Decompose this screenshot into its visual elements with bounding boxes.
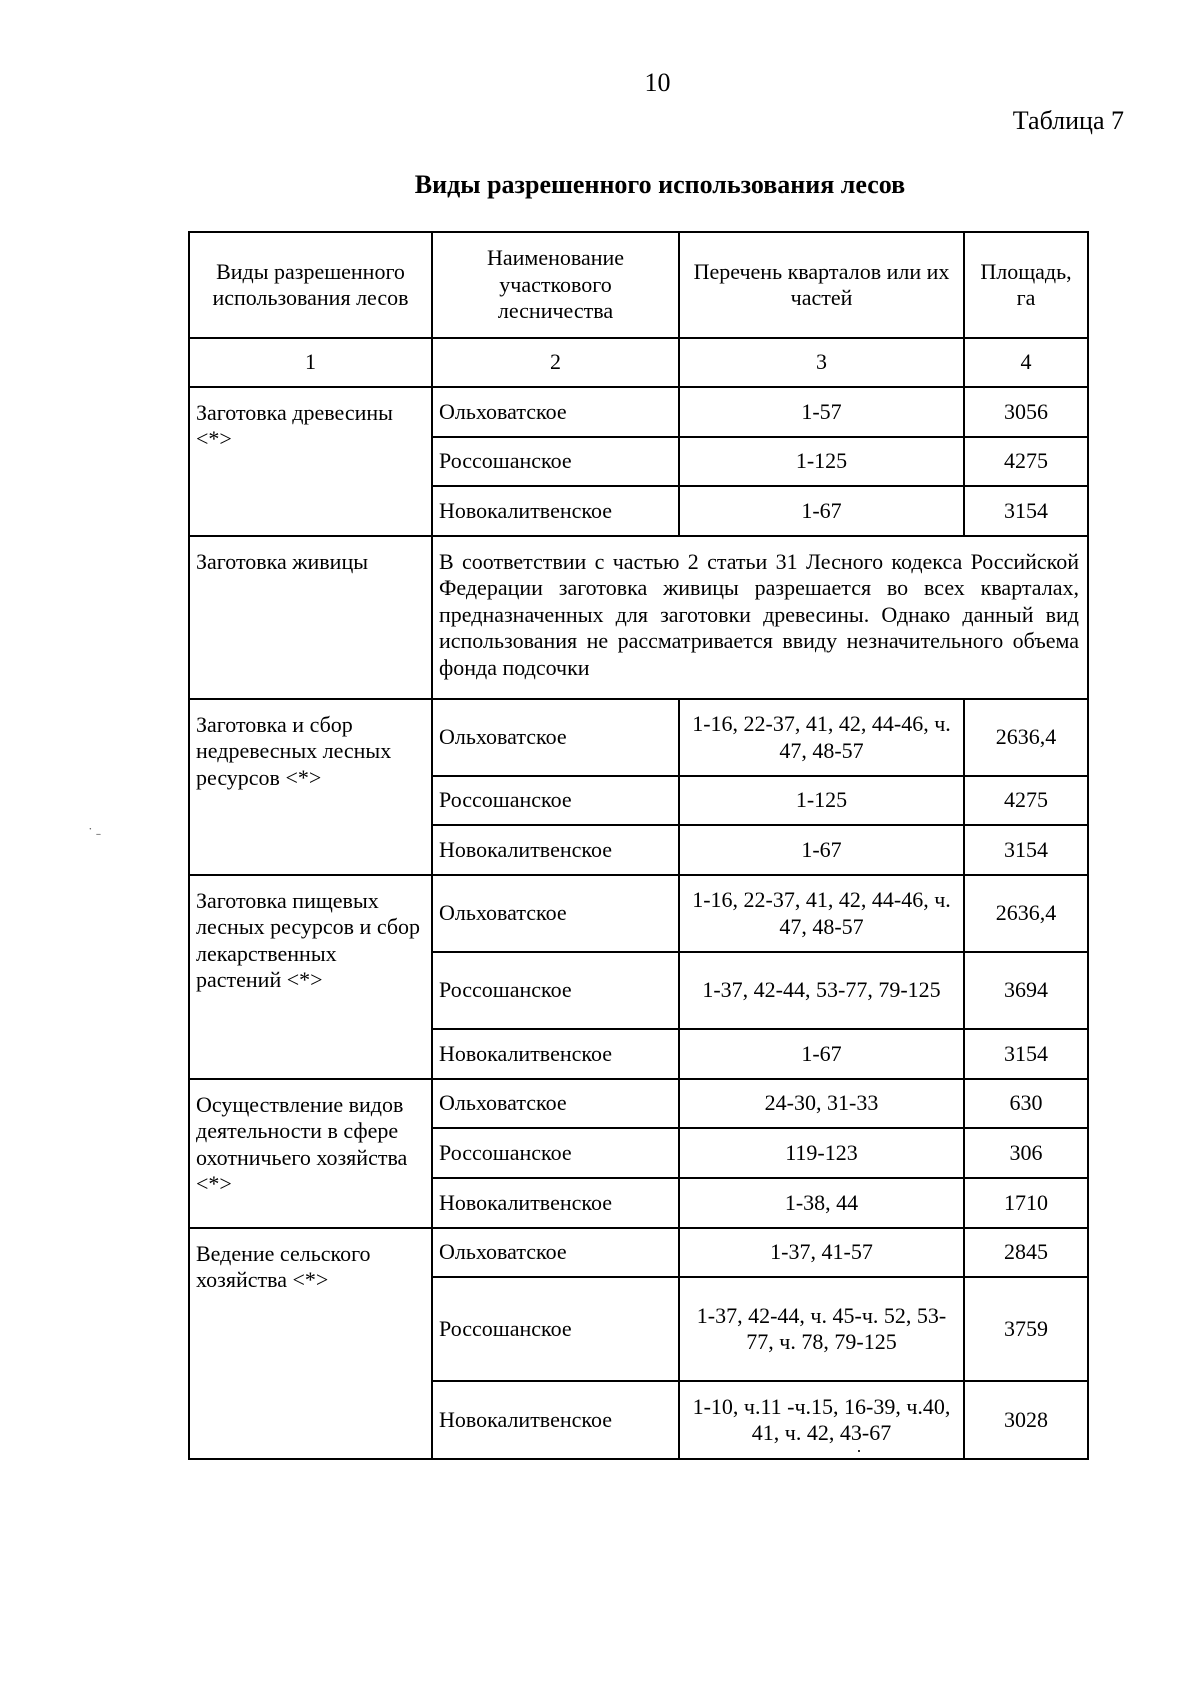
column-number: 2	[432, 338, 679, 387]
use-type-cell: Заготовка пищевых лесных ресурсов и сбор лекарственных растений <*>	[189, 875, 432, 1079]
quarters-cell: 1-125	[679, 776, 964, 825]
use-type-cell: Ведение сельского хозяйства <*>	[189, 1228, 432, 1459]
note-cell: В соответствии с частью 2 статьи 31 Лесного кодекса Российской Федерации заготовка живицы разрешается во всех кварталах, предназначенных для заготовки древесины. Однако данный вид использования не рассматривается ввиду незначительного объема фонда подсочки	[432, 536, 1088, 699]
scan-artifact: ˙ ˗	[88, 826, 101, 841]
forestry-name-cell: Ольховатское	[432, 1228, 679, 1277]
area-cell: 3028	[964, 1381, 1088, 1459]
area-cell: 4275	[964, 776, 1088, 825]
forestry-name-cell: Россошанское	[432, 952, 679, 1029]
area-cell: 2845	[964, 1228, 1088, 1277]
area-cell: 306	[964, 1128, 1088, 1178]
column-number: 3	[679, 338, 964, 387]
use-type-cell: Заготовка древесины <*>	[189, 387, 432, 536]
area-cell: 3154	[964, 825, 1088, 875]
quarters-cell: 1-67	[679, 486, 964, 536]
column-number-row	[189, 338, 1088, 387]
use-type-cell: Заготовка живицы	[189, 536, 432, 699]
area-cell: 4275	[964, 437, 1088, 486]
table-row	[189, 1228, 1088, 1277]
forestry-name-cell: Ольховатское	[432, 1079, 679, 1128]
forestry-name-cell: Новокалитвенское	[432, 1178, 679, 1228]
area-cell: 3694	[964, 952, 1088, 1029]
area-cell: 1710	[964, 1178, 1088, 1228]
quarters-cell: 1-38, 44	[679, 1178, 964, 1228]
forestry-name-cell: Новокалитвенское	[432, 825, 679, 875]
area-cell: 3154	[964, 486, 1088, 536]
use-type-cell: Заготовка и сбор недревесных лесных ресурсов <*>	[189, 699, 432, 875]
table-row	[189, 875, 1088, 952]
quarters-cell: 1-10, ч.11 -ч.15, 16-39, ч.40, 41, ч. 42, 43-67	[679, 1381, 964, 1459]
forest-use-table	[188, 231, 1089, 1460]
forestry-name-cell: Россошанское	[432, 1277, 679, 1381]
forestry-name-cell: Новокалитвенское	[432, 1381, 679, 1459]
quarters-cell: 1-16, 22-37, 41, 42, 44-46, ч. 47, 48-57	[679, 875, 964, 952]
quarters-cell: 1-16, 22-37, 41, 42, 44-46, ч. 47, 48-57	[679, 699, 964, 776]
header-cell-use-type: Виды разрешенного использования лесов	[189, 232, 432, 338]
area-cell: 2636,4	[964, 699, 1088, 776]
document-title: Виды разрешенного использования лесов	[414, 170, 906, 199]
forestry-name-cell: Ольховатское	[432, 875, 679, 952]
header-row	[189, 232, 1088, 338]
quarters-cell: 1-125	[679, 437, 964, 486]
header-cell-forestry: Наименование участкового лесничества	[432, 232, 679, 338]
quarters-cell: 1-37, 41-57	[679, 1228, 964, 1277]
forestry-name-cell: Россошанское	[432, 776, 679, 825]
page-number: 10	[644, 68, 671, 97]
area-cell: 3154	[964, 1029, 1088, 1079]
area-cell: 3056	[964, 387, 1088, 437]
forestry-name-cell: Новокалитвенское	[432, 486, 679, 536]
quarters-cell: 1-67	[679, 1029, 964, 1079]
area-cell: 630	[964, 1079, 1088, 1128]
column-number: 1	[189, 338, 432, 387]
forestry-name-cell: Ольховатское	[432, 699, 679, 776]
forestry-name-cell: Россошанское	[432, 1128, 679, 1178]
table-row	[189, 1079, 1088, 1128]
quarters-cell: 1-57	[679, 387, 964, 437]
area-cell: 2636,4	[964, 875, 1088, 952]
table-row	[189, 536, 1088, 699]
forestry-name-cell: Ольховатское	[432, 387, 679, 437]
quarters-cell: 24-30, 31-33	[679, 1079, 964, 1128]
forestry-name-cell: Новокалитвенское	[432, 1029, 679, 1079]
forestry-name-cell: Россошанское	[432, 437, 679, 486]
area-cell: 3759	[964, 1277, 1088, 1381]
table-caption: Таблица 7	[1012, 106, 1124, 135]
use-type-cell: Осуществление видов деятельности в сфере охотничьего хозяйства <*>	[189, 1079, 432, 1228]
header-cell-area: Площадь, га	[964, 232, 1088, 338]
table-row	[189, 699, 1088, 776]
header-cell-quarters: Перечень кварталов или их частей	[679, 232, 964, 338]
table-row	[189, 387, 1088, 437]
scan-artifact-dot	[858, 1450, 860, 1452]
quarters-cell: 1-37, 42-44, 53-77, 79-125	[679, 952, 964, 1029]
quarters-cell: 1-37, 42-44, ч. 45-ч. 52, 53-77, ч. 78, 79-125	[679, 1277, 964, 1381]
quarters-cell: 119-123	[679, 1128, 964, 1178]
column-number: 4	[964, 338, 1088, 387]
quarters-cell: 1-67	[679, 825, 964, 875]
